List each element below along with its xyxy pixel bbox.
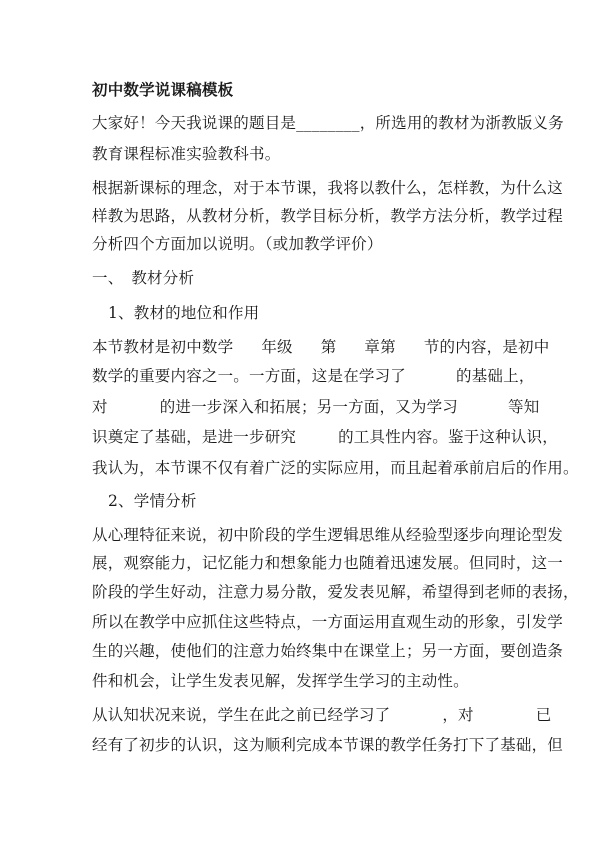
s3-l1-c: 已 xyxy=(535,706,552,724)
s3-l2: 经有了初步的认识，这为顺利完成本节课的教学任务打下了基础，但 xyxy=(92,736,564,754)
s1-l3-a: 对 xyxy=(92,398,108,416)
intro-text-b: ，所选用的教材为浙教版义务 xyxy=(359,114,564,132)
s1-l4-a: 识奠定了基础，是进一步研究 xyxy=(92,428,297,446)
s2-l3: 阶段的学生好动，注意力易分散，爱发表见解，希望得到老师的表扬， xyxy=(92,583,579,601)
s1-line-3 xyxy=(92,397,540,417)
s2-l4: 所以在教学中应抓住这些特点，一方面运用直观生动的形象，引发学 xyxy=(92,613,564,631)
s3-l1-b: ，对 xyxy=(442,706,474,724)
para1-text-3: 分析四个方面加以说明。（或加教学评价） xyxy=(92,235,383,253)
s2-l2: 展，观察能力，记忆能力和想象能力也随着迅速发展。但同时，这一 xyxy=(92,554,564,572)
intro-text-2: 教育课程标准实验教科书。 xyxy=(92,145,281,163)
s2-l5: 生的兴趣，使他们的注意力始终集中在课堂上；另一方面，要创造条 xyxy=(92,642,564,660)
topic-blank: ________ xyxy=(296,114,360,132)
s2-l1: 从心理特征来说，初中阶段的学生逻辑思维从经验型逐步向理论型发 xyxy=(92,526,564,544)
sub2-heading-text: 2、学情分析 xyxy=(108,492,197,510)
s1-line-4 xyxy=(92,427,558,447)
section1-heading-text: 一、 教材分析 xyxy=(92,269,195,287)
s1-l1-c: 第 xyxy=(320,338,337,356)
s2-line-6 xyxy=(92,671,512,691)
para1-line-3 xyxy=(92,234,512,254)
document-title xyxy=(92,80,512,100)
s1-l3-c: 等知 xyxy=(508,398,540,416)
para1-text-1: 根据新课标的理念，对于本节课，我将以教什么，怎样教，为什么这 xyxy=(92,179,564,197)
para1-line-1 xyxy=(92,178,564,198)
s1-l1-e: 节的内容，是初中 xyxy=(423,338,550,356)
s3-l1-a: 从认知状况来说，学生在此之前已经学习了 xyxy=(92,706,391,724)
intro-line-1 xyxy=(92,113,564,133)
s1-l3-b: 的进一步深入和拓展；另一方面，又为学习 xyxy=(159,398,459,416)
s2-l6: 件和机会，让学生发表见解，发挥学生学习的主动性。 xyxy=(92,672,469,690)
para1-line-2 xyxy=(92,206,564,226)
s1-l2-b: 的基础上， xyxy=(456,367,535,385)
s3-line-1 xyxy=(92,705,552,725)
s1-l2-a: 数学的重要内容之一。一方面，这是在学习了 xyxy=(92,367,407,385)
section1-heading xyxy=(92,268,512,288)
sub1-heading-text: 1、教材的地位和作用 xyxy=(108,304,260,322)
s2-line-1 xyxy=(92,525,564,545)
intro-line-2 xyxy=(92,144,512,164)
s1-l1-b: 年级 xyxy=(261,338,293,356)
s1-l1-a: 本节教材是初中数学 xyxy=(92,338,234,356)
s2-line-4 xyxy=(92,612,564,632)
s1-line-5 xyxy=(92,458,579,478)
s3-line-2 xyxy=(92,735,564,755)
para1-text-2: 样教为思路，从教材分析，教学目标分析，教学方法分析，教学过程 xyxy=(92,207,564,225)
s2-line-5 xyxy=(92,641,564,661)
s2-line-2 xyxy=(92,553,564,573)
sub1-heading xyxy=(108,303,528,323)
s1-line-2 xyxy=(92,366,535,386)
title-text: 初中数学说课稿模板 xyxy=(92,80,234,99)
s1-l5: 我认为，本节课不仅有着广泛的实际应用，而且起着承前启后的作用。 xyxy=(92,459,579,477)
s1-line-1 xyxy=(92,337,550,357)
sub2-heading xyxy=(108,491,528,511)
s1-l1-d: 章第 xyxy=(364,338,396,356)
s1-l4-b: 的工具性内容。鉴于这种认识， xyxy=(338,428,558,446)
s2-line-3 xyxy=(92,582,579,602)
intro-text-a: 大家好！今天我说课的题目是 xyxy=(92,114,297,132)
